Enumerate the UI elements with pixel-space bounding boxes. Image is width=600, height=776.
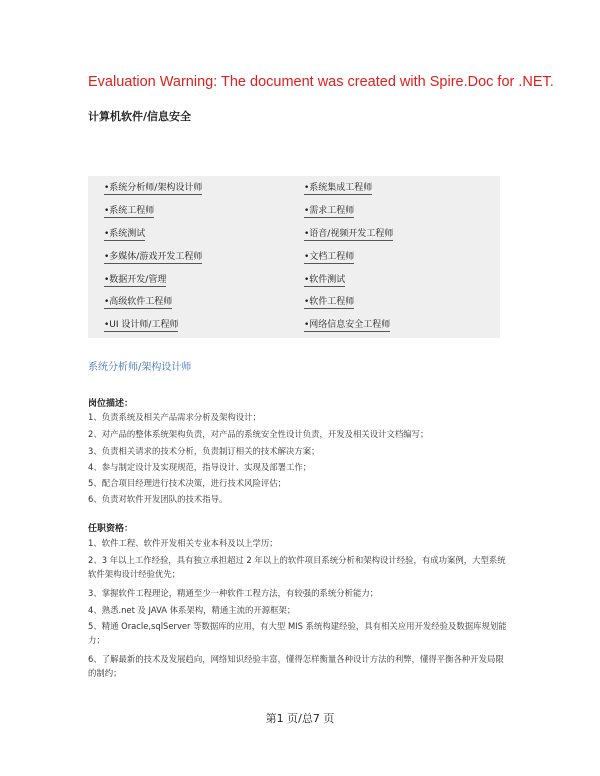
duty-item: 2、对产品的整体系统架构负责，对产品的系统安全性设计负责，开发及相关设计文档编写； — [88, 429, 429, 439]
category-heading: 计算机软件/信息安全 — [88, 110, 192, 123]
link-multimedia-game[interactable]: •多媒体/游戏开发工程师 — [104, 252, 203, 262]
requirements-heading: 任职资格： — [88, 524, 134, 534]
duty-item: 6、负责对软件开发团队的技术指导。 — [88, 494, 228, 504]
link-documentation[interactable]: •文档工程师 — [304, 252, 355, 262]
job-links-box — [88, 176, 500, 338]
link-system-analyst[interactable]: •系统分析师/架构设计师 — [104, 183, 203, 193]
duty-item: 1、负责系统及相关产品需求分析及架构设计； — [88, 412, 261, 422]
requirement-item: 3、掌握软件工程理论，精通至少一种软件工程方法，有较强的系统分析能力； — [88, 588, 379, 598]
link-network-security[interactable]: •网络信息安全工程师 — [304, 320, 391, 330]
link-senior-software[interactable]: •高级软件工程师 — [104, 297, 173, 307]
duty-item: 3、负责相关请求的技术分析，负责制订相关的技术解决方案； — [88, 446, 320, 456]
duties-heading: 岗位描述： — [88, 399, 134, 409]
link-requirements-engineer[interactable]: •需求工程师 — [304, 206, 355, 216]
link-data-development[interactable]: •数据开发/管理 — [104, 275, 167, 285]
requirement-item: 6、了解最新的技术及发展趋向，网络知识经验丰富，懂得怎样衡量各种设计方法的利弊，懂得平衡各种开发局限的制约； — [88, 654, 504, 678]
section-title: 系统分析师/架构设计师 — [88, 362, 192, 373]
link-system-testing[interactable]: •系统测试 — [104, 229, 146, 239]
requirement-item: 2、3 年以上工作经验，具有独立承担超过 2 年以上的软件项目系统分析和架构设计经验，有成功案例，大型系统软件架构设计经验优先； — [88, 555, 506, 579]
page-footer: 第1 页/总7 页 — [265, 712, 335, 725]
link-ui-designer[interactable]: •UI 设计师/工程师 — [104, 320, 179, 330]
link-system-engineer[interactable]: •系统工程师 — [104, 206, 155, 216]
link-system-integration[interactable]: •系统集成工程师 — [304, 183, 373, 193]
duty-item: 5、配合项目经理进行技术决策，进行技术风险评估； — [88, 478, 286, 488]
requirement-item: 4、熟悉.net 及 JAVA 体系架构，精通主流的开源框架； — [88, 605, 296, 615]
link-audio-video-engineer[interactable]: •语音/视频开发工程师 — [304, 229, 394, 239]
evaluation-warning: Evaluation Warning: The document was created with Spire.Doc for .NET. — [88, 74, 554, 90]
link-software-testing[interactable]: •软件测试 — [304, 275, 346, 285]
link-software-engineer[interactable]: •软件工程师 — [304, 297, 355, 307]
requirement-item: 5、精通 Oracle,sqlServer 等数据库的应用，有大型 MIS 系统构建经验，具有相关应用开发经验及数据库规划能力； — [88, 621, 507, 645]
duty-item: 4、参与制定设计及实现规范，指导设计、实现及部署工作； — [88, 462, 312, 472]
requirement-item: 1、软件工程、软件开发相关专业本科及以上学历； — [88, 538, 278, 548]
